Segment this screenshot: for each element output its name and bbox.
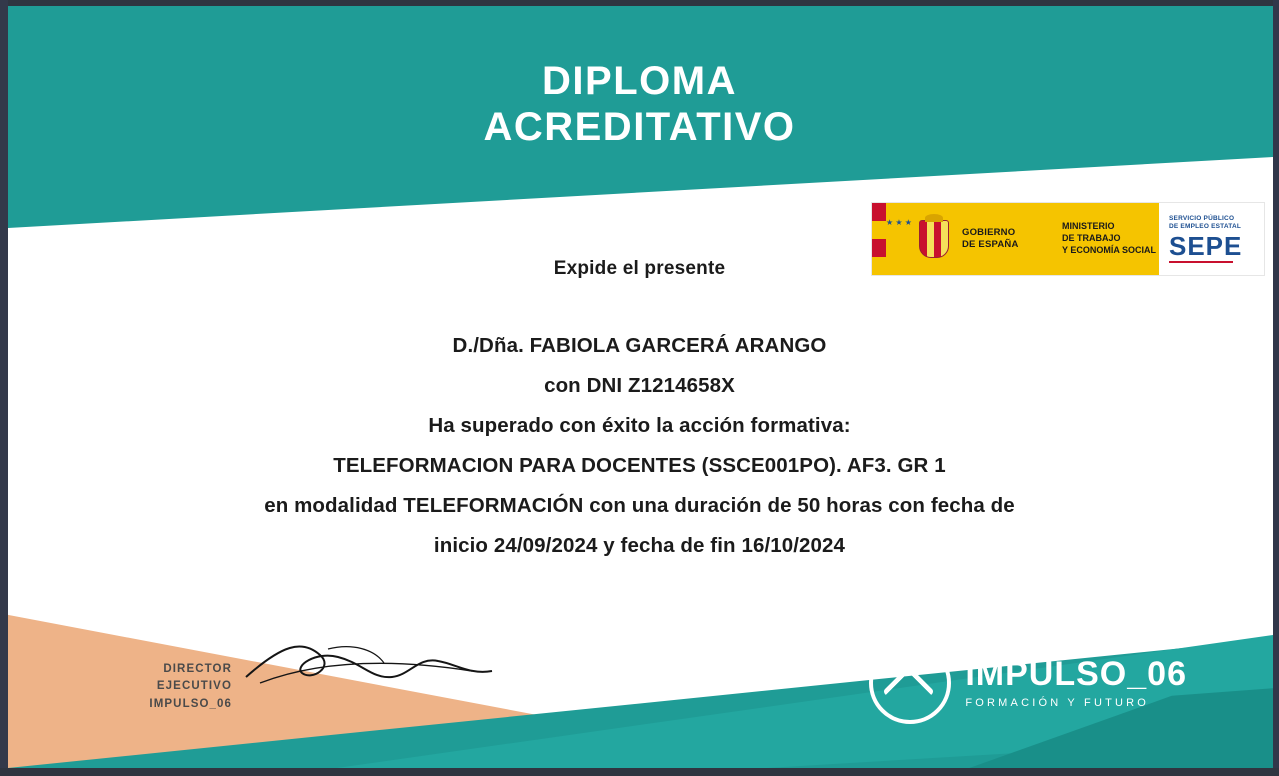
signature-role: DIRECTOR EJECUTIVO — [156, 662, 232, 693]
course-name: TELEFORMACION PARA DOCENTES (SSCE001PO). AF3. GR 1 — [333, 454, 946, 477]
ministerio-line-3: Y ECONOMÍA SOCIAL — [1062, 244, 1157, 255]
gobierno-label — [956, 227, 1019, 251]
impulso-logo — [869, 642, 1187, 724]
title-line-2: ACREDITATIVO — [483, 105, 796, 149]
gobierno-line-1: GOBIERNO — [962, 227, 1016, 239]
sepe-line-1: SERVICIO PÚBLICO — [1169, 214, 1235, 222]
signature-labels — [92, 661, 232, 714]
government-logos — [871, 202, 1265, 276]
achievement-text: Ha superado con éxito la acción formativa: — [428, 414, 851, 437]
intro-text: Expide el presente — [553, 258, 726, 279]
sepe-logo — [1159, 203, 1264, 275]
page-edge-bottom — [0, 768, 1279, 776]
coat-of-arms-icon — [912, 203, 956, 275]
sepe-acronym: SEPE — [1169, 231, 1243, 262]
sepe-underline — [1169, 261, 1233, 263]
eu-stars-icon: ★ ★ ★ — [886, 203, 912, 275]
impulso-number: _06 — [1127, 655, 1187, 693]
impulso-tagline: FORMACIÓN Y FUTURO — [965, 697, 1150, 709]
impulso-name-row — [965, 657, 1187, 691]
page-title — [0, 58, 1279, 150]
course-dates: inicio 24/09/2024 y fecha de fin 16/10/2024 — [433, 534, 846, 557]
gobierno-line-2: DE ESPAÑA — [962, 239, 1019, 250]
recipient-dni: con DNI Z1214658X — [544, 374, 735, 397]
sepe-line-2: DE EMPLEO ESTATAL — [1169, 223, 1242, 230]
signature-block — [92, 661, 512, 714]
impulso-name: IMPULSO — [965, 655, 1128, 693]
signature-org: IMPULSO_06 — [149, 698, 232, 711]
ministerio-logo — [1054, 203, 1159, 275]
page-edge-top — [0, 0, 1279, 6]
title-line-1: DIPLOMA — [542, 59, 737, 103]
impulso-mark-icon — [869, 642, 951, 724]
ministerio-label — [1062, 221, 1156, 256]
certificate-body — [0, 258, 1279, 566]
ministerio-line-1: MINISTERIO — [1062, 221, 1115, 232]
recipient-name: D./Dña. FABIOLA GARCERÁ ARANGO — [452, 334, 827, 357]
course-modality-duration: en modalidad TELEFORMACIÓN con una duración de 50 horas con fecha de — [264, 494, 1015, 517]
gobierno-de-espana-logo — [872, 203, 1054, 275]
ministerio-line-2: DE TRABAJO — [1062, 233, 1121, 244]
impulso-wordmark — [965, 657, 1187, 709]
signature-icon — [242, 637, 502, 693]
spain-flag-icon — [872, 203, 886, 275]
